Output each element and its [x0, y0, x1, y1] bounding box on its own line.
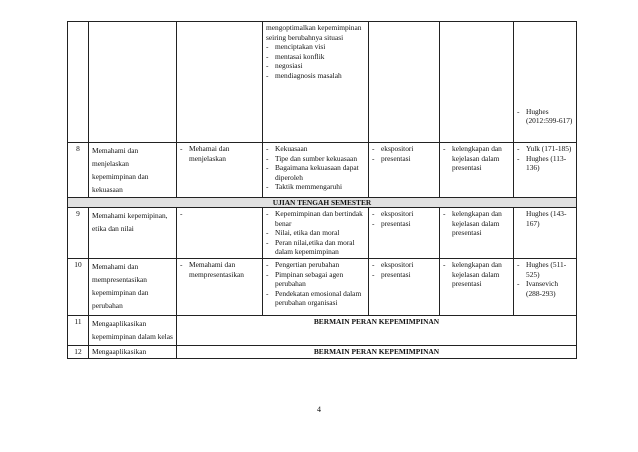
metode-cell	[369, 22, 440, 143]
list-item: - presentasi	[372, 154, 436, 164]
kemampuan-cell: Mengaaplikasikan kepemimpinan dalam kelas	[89, 315, 177, 345]
penilaian-list	[443, 209, 510, 238]
no-cell: 9	[68, 208, 89, 259]
list-item: - Nilai, etika dan moral	[266, 228, 365, 238]
materi-cell	[263, 143, 369, 198]
table-row	[68, 22, 577, 143]
metode-list	[372, 260, 436, 279]
referensi-cell: Hughes (143-167)	[514, 208, 577, 259]
table-row	[68, 143, 577, 198]
metode-cell	[369, 208, 440, 259]
metode-list	[372, 209, 436, 228]
table-row	[68, 315, 577, 345]
list-item: - Pendekatan emosional dalam perubahan organisasi	[266, 289, 365, 308]
no-cell: 12	[68, 345, 89, 358]
penilaian-cell	[440, 208, 514, 259]
list-item: - Mehamai dan menjelaskan	[180, 144, 259, 163]
materi-list	[266, 260, 365, 308]
uts-label: UJIAN TENGAH SEMESTER	[68, 198, 577, 208]
penilaian-cell	[440, 22, 514, 143]
syllabus-table	[67, 21, 577, 359]
table-row	[68, 208, 577, 259]
penilaian-list	[443, 144, 510, 173]
materi-list	[266, 209, 365, 257]
kemampuan-cell	[89, 22, 177, 143]
kemampuan-cell: Mengaaplikasikan	[89, 345, 177, 358]
referensi-list	[517, 144, 573, 173]
list-item: - mendiagnosis masalah	[266, 71, 365, 81]
indikator-list	[180, 260, 259, 279]
materi-cell	[263, 258, 369, 315]
list-item: - kelengkapan dan kejelasan dalam presentasi	[443, 209, 510, 238]
list-item: - Ivansevich (288-293)	[517, 279, 573, 298]
list-item: - Kepemimpinan dan bertindak benar	[266, 209, 365, 228]
indikator-cell	[177, 258, 263, 315]
list-item: - Yulk (171-185)	[517, 144, 573, 154]
list-item: - Taktik memmengaruhi	[266, 182, 365, 192]
referensi-cell	[514, 22, 577, 143]
metode-list	[372, 144, 436, 163]
list-item: - kelengkapan dan kejelasan dalam presentasi	[443, 260, 510, 289]
list-item: - presentasi	[372, 219, 436, 229]
list-item: - Pimpinan sebagai agen perubahan	[266, 270, 365, 289]
no-cell	[68, 22, 89, 143]
list-item: - menciptakan visi	[266, 42, 365, 52]
list-item: - Peran nilai,etika dan moral dalam kepemimpinan	[266, 238, 365, 257]
indikator-cell: -	[177, 208, 263, 259]
no-cell: 11	[68, 315, 89, 345]
list-item: - Kekuasaan	[266, 144, 365, 154]
materi-list	[266, 42, 365, 80]
list-item: - ekspositori	[372, 209, 436, 219]
indikator-list	[180, 144, 259, 163]
penilaian-list	[443, 260, 510, 289]
materi-cell	[263, 22, 369, 143]
list-item: - mentasai konflik	[266, 52, 365, 62]
referensi-cell	[514, 258, 577, 315]
indikator-cell	[177, 22, 263, 143]
list-item: - kelengkapan dan kejelasan dalam presentasi	[443, 144, 510, 173]
penilaian-cell	[440, 258, 514, 315]
uts-row	[68, 198, 577, 208]
activity-cell: BERMAIN PERAN KEPEMIMPINAN	[177, 345, 577, 358]
materi-intro: mengoptimalkan kepemimpinan seiring berubahnya situasi	[266, 23, 362, 42]
metode-cell	[369, 143, 440, 198]
list-item: - ekspositori	[372, 144, 436, 154]
list-item: - presentasi	[372, 270, 436, 280]
materi-cell	[263, 208, 369, 259]
list-item: - Bagaimana kekuasaan dapat diperoleh	[266, 163, 365, 182]
referensi-list	[517, 107, 573, 126]
no-cell: 8	[68, 143, 89, 198]
list-item: - Memahami dan mempresentasikan	[180, 260, 259, 279]
table-row	[68, 345, 577, 358]
table-row	[68, 258, 577, 315]
kemampuan-cell: Memahami kepemipinan, etika dan nilai	[89, 208, 177, 259]
referensi-cell	[514, 143, 577, 198]
referensi-list	[517, 260, 573, 298]
kemampuan-cell: Memahami dan menjelaskan kepemimpinan dan kekuasaan	[89, 143, 177, 198]
activity-cell: BERMAIN PERAN KEPEMIMPINAN	[177, 315, 577, 345]
list-item: - Pengertian perubahan	[266, 260, 365, 270]
no-cell: 10	[68, 258, 89, 315]
page-number: 4	[317, 405, 321, 414]
list-item: - negosiasi	[266, 61, 365, 71]
indikator-cell	[177, 143, 263, 198]
list-item: - Hughes (2012:599-617)	[517, 107, 573, 126]
penilaian-cell	[440, 143, 514, 198]
list-item: - Hughes (511-525)	[517, 260, 573, 279]
kemampuan-cell: Memahami dan mempresentasikan kepemimpinan dan perubahan	[89, 258, 177, 315]
list-item: - Hughes (113-136)	[517, 154, 573, 173]
materi-list	[266, 144, 365, 192]
list-item: - Tipe dan sumber kekuasaan	[266, 154, 365, 164]
metode-cell	[369, 258, 440, 315]
list-item: - ekspositori	[372, 260, 436, 270]
